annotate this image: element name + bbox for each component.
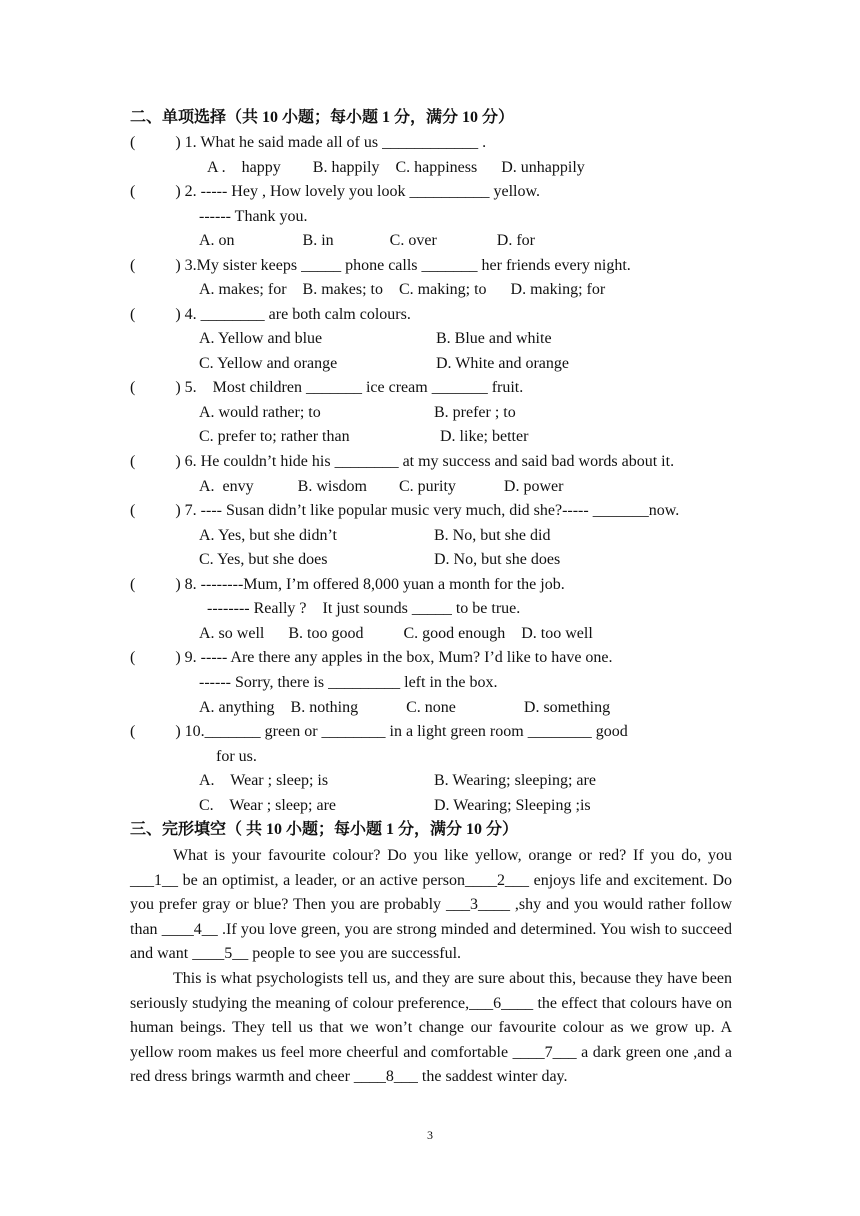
- question-9: ( ) 9. ----- Are there any apples in the box, Mum? I’d like to have one.: [130, 649, 613, 666]
- question-10-option-c: C. Wear ; sleep; are: [199, 797, 337, 814]
- question-7-option-a: A. Yes, but she didn’t: [199, 527, 337, 544]
- question-5: ( ) 5. Most children _______ ice cream _______ fruit.: [130, 379, 524, 396]
- question-5-option-b: B. prefer ; to: [434, 404, 516, 421]
- question-4-option-b: B. Blue and white: [436, 330, 552, 347]
- question-4-option-d: D. White and orange: [436, 355, 569, 372]
- question-10-option-a: A. Wear ; sleep; is: [199, 772, 329, 789]
- question-2-options: A. on B. in C. over D. for: [199, 232, 535, 249]
- question-7-option-c: C. Yes, but she does: [199, 551, 328, 568]
- question-8-reply: -------- Really ? It just sounds _____ to be true.: [207, 600, 521, 617]
- question-7-option-b: B. No, but she did: [434, 527, 551, 544]
- section3-heading: 三、完形填空（ 共 10 小题；每小题 1 分，满分 10 分）: [130, 821, 519, 838]
- question-10-option-b: B. Wearing; sleeping; are: [434, 772, 596, 789]
- question-2: ( ) 2. ----- Hey , How lovely you look __________ yellow.: [130, 183, 541, 200]
- question-10-continuation: for us.: [216, 748, 257, 765]
- question-5-option-a: A. would rather; to: [199, 404, 321, 421]
- question-8-options: A. so well B. too good C. good enough D. too well: [199, 625, 593, 642]
- cloze-paragraph-2: This is what psychologists tell us, and they are sure about this, because they have been seriously studying the meaning of colour preference,___6____ the effect that colours have on human beings. They tell us that we won’t change our favourite colour as we grow up. A yellow room makes us feel more cheerful and comfortable ____7___ a dark green one ,and a red dress brings warmth and cheer ____8___ the saddest winter day.: [130, 970, 732, 1086]
- question-4-option-c: C. Yellow and orange: [199, 355, 338, 372]
- question-1-options: A . happy B. happily C. happiness D. unhappily: [207, 159, 585, 176]
- question-4: ( ) 4. ________ are both calm colours.: [130, 306, 411, 323]
- question-5-option-c: C. prefer to; rather than: [199, 428, 350, 445]
- question-5-option-d: D. like; better: [440, 428, 529, 445]
- question-3-options: A. makes; for B. makes; to C. making; to D. making; for: [199, 281, 606, 298]
- question-9-reply: ------ Sorry, there is _________ left in the box.: [199, 674, 498, 691]
- question-6: ( ) 6. He couldn’t hide his ________ at my success and said bad words about it.: [130, 453, 675, 470]
- question-3: ( ) 3.My sister keeps _____ phone calls _______ her friends every night.: [130, 257, 631, 274]
- question-8: ( ) 8. --------Mum, I’m offered 8,000 yuan a month for the job.: [130, 576, 565, 593]
- question-10: ( ) 10._______ green or ________ in a light green room ________ good: [130, 723, 628, 740]
- question-1: ( ) 1. What he said made all of us ____________ .: [130, 134, 487, 151]
- question-6-options: A. envy B. wisdom C. purity D. power: [199, 478, 564, 495]
- section2-heading: 二、单项选择（共 10 小题；每小题 1 分，满分 10 分）: [130, 109, 515, 126]
- question-7: ( ) 7. ---- Susan didn’t like popular music very much, did she?----- _______now.: [130, 502, 680, 519]
- cloze-paragraph-1: What is your favourite colour? Do you like yellow, orange or red? If you do, you ___1__ be an optimist, a leader, or an active person____2___ enjoys life and excitement. Do you prefer gray or blue? Then you are probably ___3____ ,shy and you would rather follow than ____4__ .If you love green, you are strong minded and determined. You wish to succeed and want ____5__ people to see you are successful.: [130, 847, 732, 963]
- question-2-reply: ------ Thank you.: [199, 208, 308, 225]
- question-4-option-a: A. Yellow and blue: [199, 330, 323, 347]
- question-10-option-d: D. Wearing; Sleeping ;is: [434, 797, 591, 814]
- question-9-options: A. anything B. nothing C. none D. something: [199, 699, 611, 716]
- page-number: 3: [427, 1128, 433, 1142]
- question-7-option-d: D. No, but she does: [434, 551, 561, 568]
